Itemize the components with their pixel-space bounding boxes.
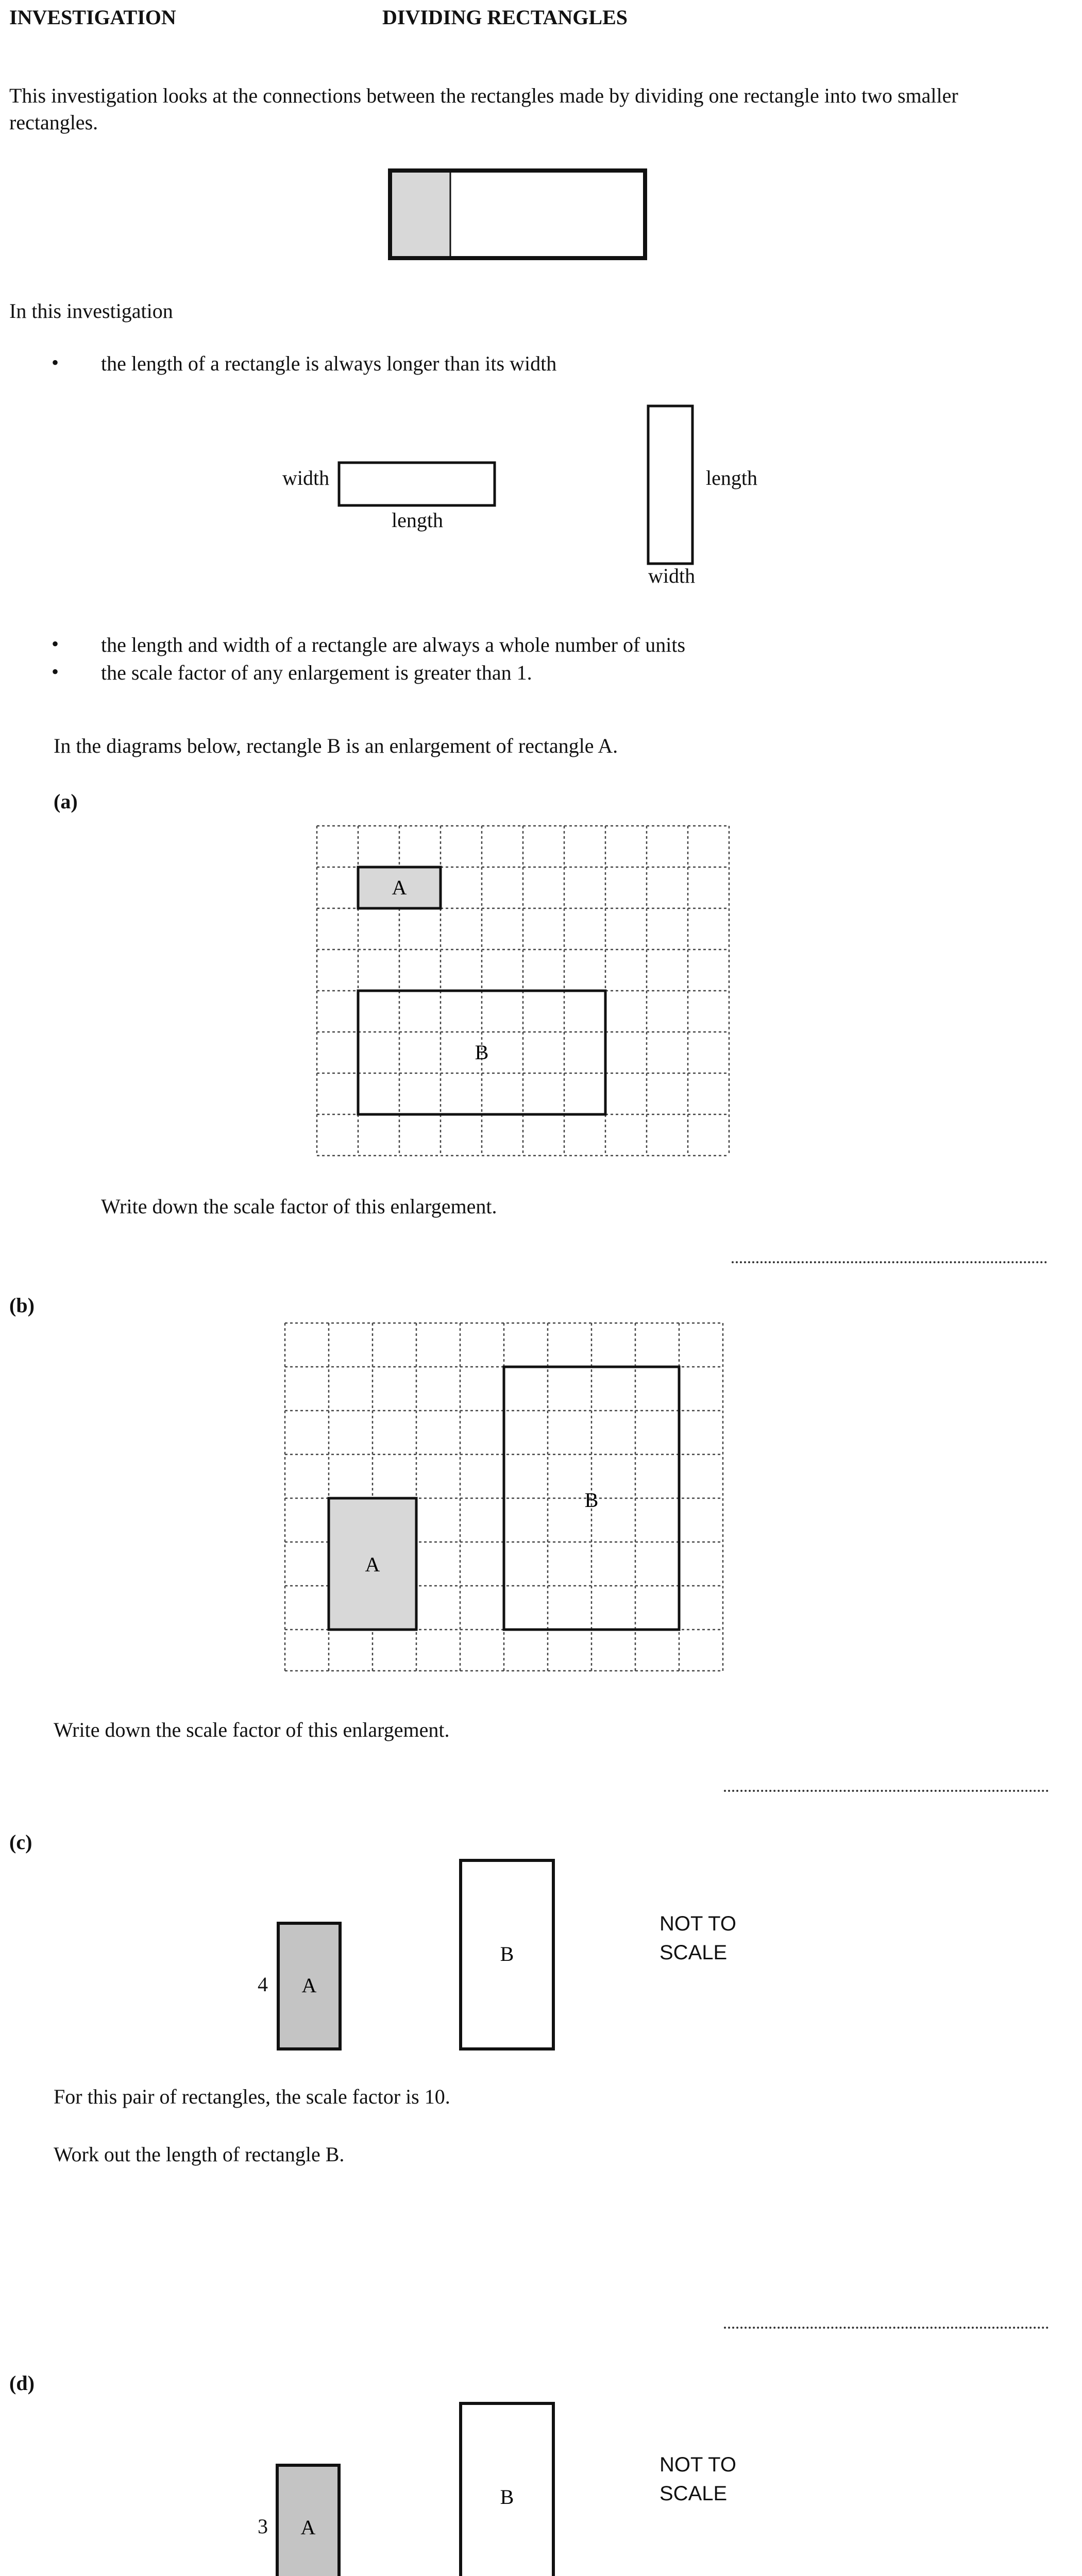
part-b-rect-b-label: B (584, 1488, 599, 1512)
part-a-rect-a-label: A (392, 876, 407, 899)
bullet-2-symbol: • (52, 632, 59, 655)
part-c-rect-a-label: A (301, 1974, 317, 1997)
intro-text: This investigation looks at the connections between the rectangles made by dividing one rectangle into two smaller rectangles. (9, 84, 958, 134)
part-c-question: Work out the length of rectangle B. (54, 2143, 345, 2166)
part-b-grid-figure (282, 1320, 728, 1673)
label-length-bottom: length (392, 509, 443, 532)
part-c-dim-a: 4 (258, 1973, 268, 1996)
part-c-not-to-scale: NOT TO SCALE (660, 1912, 736, 1964)
page-title: DIVIDING RECTANGLES (382, 6, 628, 29)
bullet-3-text: the scale factor of any enlargement is greater than 1. (101, 661, 532, 684)
part-d-rect-a-label: A (300, 2516, 316, 2539)
shaded-part (390, 171, 450, 258)
part-a-question: Write down the scale factor of this enlargement. (101, 1195, 497, 1218)
enlargement-intro: In the diagrams below, rectangle B is an enlargement of rectangle A. (54, 734, 618, 757)
part-d-rect-b-figure (455, 2401, 559, 2576)
part-c-answer-line[interactable] (724, 2327, 1049, 2329)
part-c-statement: For this pair of rectangles, the scale factor is 10. (54, 2085, 450, 2108)
part-d-rect-a-figure (272, 2463, 344, 2576)
divided-rectangle-figure (381, 165, 654, 268)
vertical-rectangle (644, 402, 701, 572)
part-c-rect-a-figure (272, 1921, 344, 2053)
part-a-answer-line[interactable] (732, 1261, 1047, 1263)
bullet-3-symbol: • (52, 660, 59, 683)
bullet-2-text: the length and width of a rectangle are always a whole number of units (101, 633, 686, 656)
part-a-grid-figure (314, 823, 732, 1160)
horizontal-rectangle (335, 459, 500, 510)
label-length-right: length (706, 466, 757, 489)
part-d-dim-a-side: 3 (258, 2515, 268, 2538)
vertical-rect-outline (648, 406, 692, 564)
label-width-left: width (282, 466, 330, 489)
in-this-investigation: In this investigation (9, 299, 173, 323)
part-c-rect-b-label: B (500, 1942, 514, 1965)
bullet-1-text: the length of a rectangle is always longer than its width (101, 352, 557, 375)
bullet-1-symbol: • (52, 351, 59, 374)
part-c-label: (c) (9, 1831, 32, 1854)
part-b-rect-a-label: A (365, 1553, 380, 1576)
horizontal-rect-outline (339, 463, 495, 505)
part-a-label: (a) (54, 790, 78, 813)
part-c-rect-b-figure (455, 1858, 559, 2053)
part-d-not-to-scale: NOT TO SCALE (660, 2453, 736, 2505)
part-d-label: (d) (9, 2371, 35, 2395)
part-a-rect-b-label: B (475, 1041, 489, 1064)
part-d-rect-b-label: B (500, 2485, 514, 2509)
part-b-question: Write down the scale factor of this enlargement. (54, 1718, 450, 1741)
part-b-answer-line[interactable] (724, 1790, 1049, 1792)
header-left: INVESTIGATION (9, 6, 176, 29)
label-width-bottom: width (648, 564, 696, 587)
part-b-label: (b) (9, 1294, 35, 1317)
